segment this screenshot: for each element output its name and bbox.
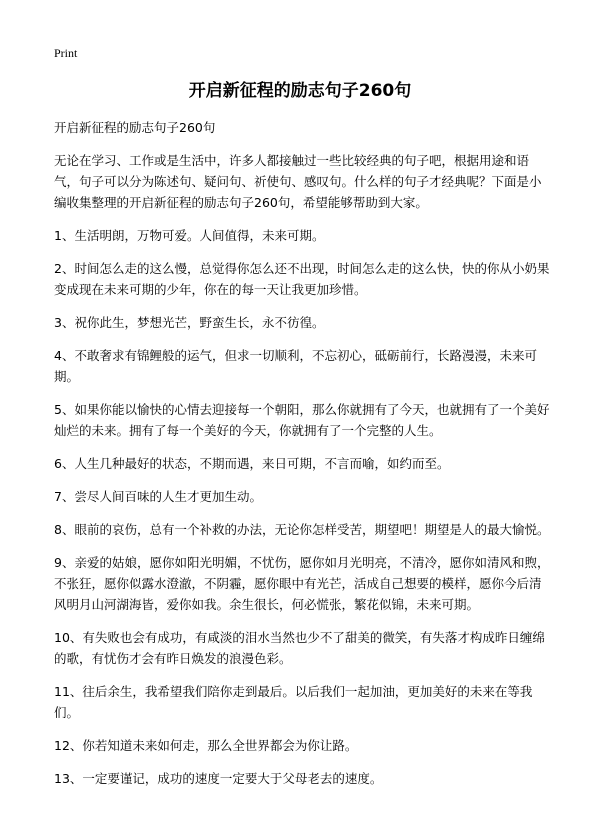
list-item: 11、往后余生，我希望我们陪你走到最后。以后我们一起加油，更加美好的未来在等我们。 bbox=[54, 684, 533, 720]
list-item: 12、你若知道未来如何走，那么全世界都会为你让路。 bbox=[54, 738, 358, 753]
list-item: 10、有失败也会有成功，有咸淡的泪水当然也少不了甜美的微笑，有失落才构成昨日缠绵的歌，有忧伤才会有昨日焕发的浪漫色彩。 bbox=[54, 630, 545, 666]
list-item: 2、时间怎么走的这么慢，总觉得你怎么还不出现，时间怎么走的这么快，快的你从小奶果变成现在未来可期的少年，你在的每一天让我更加珍惜。 bbox=[54, 261, 550, 297]
list-item: 8、眼前的哀伤，总有一个补救的办法，无论你怎样受苦，期望吧！期望是人的最大愉悦。 bbox=[54, 522, 550, 537]
list-item: 6、人生几种最好的状态，不期而遇，来日可期，不言而喻，如约而至。 bbox=[54, 456, 450, 471]
print-label: Print bbox=[54, 46, 78, 60]
document-subtitle: 开启新征程的励志句子260句 bbox=[54, 120, 216, 135]
list-item: 13、一定要谨记，成功的速度一定要大于父母老去的速度。 bbox=[54, 771, 383, 786]
intro-paragraph: 无论在学习、工作或是生活中，许多人都接触过一些比较经典的句子吧，根据用途和语气，句子可以分为陈述句、疑问句、祈使句、感叹句。什么样的句子才经典呢？下面是小编收集整理的开启新征程的励志句子260句，希望能够帮助到大家。 bbox=[54, 153, 542, 210]
document-body bbox=[54, 117, 550, 801]
list-item: 5、如果你能以愉快的心情去迎接每一个朝阳，那么你就拥有了今天，也就拥有了一个美好灿烂的未来。拥有了每一个美好的今天，你就拥有了一个完整的人生。 bbox=[54, 402, 550, 438]
list-item: 9、亲爱的姑娘，愿你如阳光明媚，不忧伤，愿你如月光明亮，不清冷，愿你如清风和煦，不张狂，愿你似露水澄澈，不阴霾，愿你眼中有光芒，活成自己想要的模样，愿你今后清风明月山河湖海皆，爱你如我。余生很长，何必慌张，繁花似锦，未来可期。 bbox=[54, 555, 550, 612]
list-item: 1、生活明朗，万物可爱。人间值得，未来可期。 bbox=[54, 228, 325, 243]
list-item: 7、尝尽人间百味的人生才更加生动。 bbox=[54, 489, 262, 504]
list-item: 4、不敢奢求有锦鲤般的运气，但求一切顺利，不忘初心，砥砺前行，长路漫漫，未来可期。 bbox=[54, 348, 537, 384]
list-item: 3、祝你此生，梦想光芒，野蛮生长，永不彷徨。 bbox=[54, 315, 325, 330]
document-title: 开启新征程的励志句子260句 bbox=[188, 81, 412, 101]
